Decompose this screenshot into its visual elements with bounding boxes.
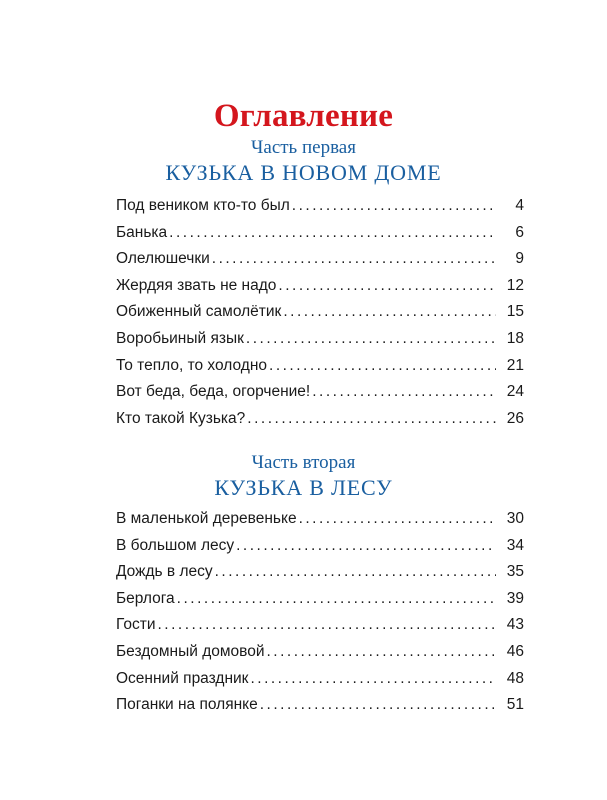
toc-entry-title: Бездомный домовой <box>116 642 265 660</box>
toc-entry[interactable] <box>116 586 524 613</box>
dot-leader <box>177 586 496 613</box>
toc-entry-page: 6 <box>515 223 524 241</box>
dot-leader <box>247 406 496 433</box>
dot-leader <box>246 326 496 353</box>
toc-entry-page: 35 <box>506 563 524 581</box>
toc-entry-title: Берлога <box>116 589 175 607</box>
dot-leader <box>278 273 496 300</box>
dot-leader <box>215 559 496 586</box>
dot-leader <box>169 220 496 247</box>
dot-leader <box>299 506 496 533</box>
toc-entry[interactable] <box>116 379 524 406</box>
toc-entry[interactable] <box>116 506 524 533</box>
toc-entry-title: Гости <box>116 616 156 634</box>
toc-entry-page: 51 <box>506 696 524 714</box>
toc-entry[interactable] <box>116 220 524 247</box>
toc-entry[interactable] <box>116 533 524 560</box>
toc-entry-title: Под веником кто-то был <box>116 197 290 214</box>
toc-entry[interactable] <box>116 692 524 719</box>
toc-entry-title: Вот беда, беда, огорчение! <box>116 383 311 401</box>
dot-leader <box>236 533 496 560</box>
toc-list-part-two <box>116 506 524 719</box>
toc-entry-title: Обиженный самолётик <box>116 303 282 321</box>
toc-entry-page: 26 <box>506 409 524 427</box>
toc-entry-page: 34 <box>506 536 524 554</box>
toc-entry-title: Жердяя звать не надо <box>116 276 277 294</box>
part-one-heading <box>0 137 607 186</box>
dot-leader <box>266 639 496 666</box>
toc-entry-title: Осенний праздник <box>116 669 249 687</box>
dot-leader <box>157 612 496 639</box>
toc-entry-page: 21 <box>506 356 524 374</box>
toc-entry-title: Дождь в лесу <box>116 563 213 581</box>
toc-list-part-one <box>116 193 524 432</box>
toc-entry-page: 30 <box>506 510 524 527</box>
dot-leader <box>212 246 496 273</box>
part-one-label: Часть первая <box>251 137 356 158</box>
toc-entry-page: 18 <box>506 329 524 347</box>
toc-entry-page: 24 <box>506 383 524 401</box>
part-one-title: КУЗЬКА В НОВОМ ДОМЕ <box>165 160 442 185</box>
part-two-label: Часть вторая <box>251 452 356 473</box>
toc-entry-page: 39 <box>506 589 524 607</box>
toc-entry[interactable] <box>116 406 524 433</box>
toc-entry-title: Банька <box>116 223 168 241</box>
dot-leader <box>260 692 496 719</box>
toc-entry-page: 15 <box>506 303 524 321</box>
toc-entry-page: 46 <box>506 642 524 660</box>
toc-entry[interactable] <box>116 353 524 380</box>
toc-entry-title: В маленькой деревеньке <box>116 510 297 527</box>
page-title: Оглавление <box>213 98 394 135</box>
toc-entry-title: То тепло, то холодно <box>116 356 268 374</box>
toc-entry-page: 12 <box>506 276 524 294</box>
toc-entry[interactable] <box>116 326 524 353</box>
dot-leader <box>312 379 496 406</box>
toc-entry-page: 9 <box>515 250 524 268</box>
toc-entry[interactable] <box>116 666 524 693</box>
toc-entry-page: 4 <box>515 197 524 214</box>
toc-entry[interactable] <box>116 559 524 586</box>
toc-entry[interactable] <box>116 273 524 300</box>
toc-entry[interactable] <box>116 299 524 326</box>
toc-entry-title: Олелюшечки <box>116 250 210 268</box>
dot-leader <box>250 666 496 693</box>
toc-entry-title: В большом лесу <box>116 536 235 554</box>
toc-entry[interactable] <box>116 639 524 666</box>
dot-leader <box>283 299 496 326</box>
dot-leader <box>292 193 496 220</box>
toc-entry[interactable] <box>116 246 524 273</box>
toc-entry-title: Кто такой Кузька? <box>116 409 246 427</box>
toc-entry[interactable] <box>116 193 524 220</box>
toc-entry-title: Воробьиный язык <box>116 329 244 347</box>
toc-entry-page: 48 <box>506 669 524 687</box>
toc-entry-page: 43 <box>506 616 524 634</box>
dot-leader <box>269 353 496 380</box>
toc-entry[interactable] <box>116 612 524 639</box>
part-two-heading <box>0 452 607 501</box>
toc-entry-title: Поганки на полянке <box>116 696 258 714</box>
part-two-title: КУЗЬКА В ЛЕСУ <box>214 475 393 500</box>
